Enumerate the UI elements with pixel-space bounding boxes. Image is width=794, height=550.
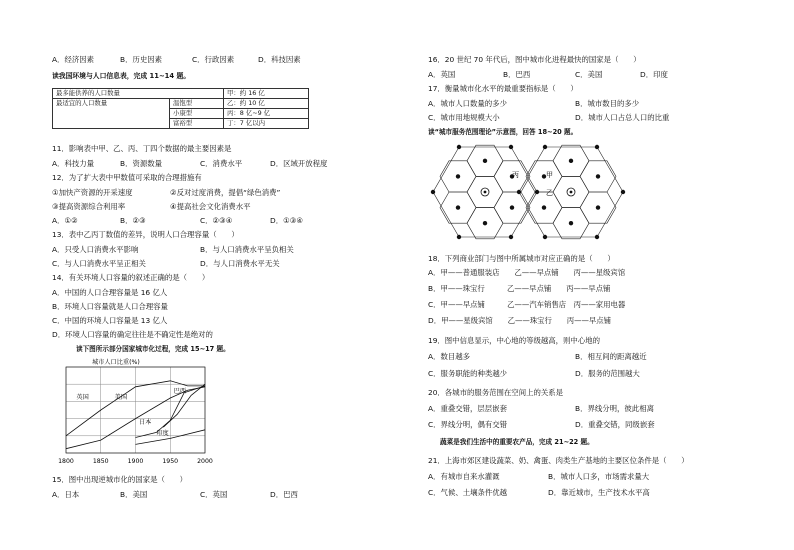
central-place-dot <box>569 221 573 225</box>
series-label: 美国 <box>114 393 128 401</box>
intro-21-22: 蔬菜是我们生活中的重要农产品，完成 21~22 题。 <box>440 438 594 446</box>
central-place-dot <box>457 145 461 149</box>
q18-option-b: B．甲——珠宝行 乙——早点铺 丙——早点铺 <box>428 284 611 293</box>
q15-option-c: C．英国 <box>200 490 228 499</box>
q20-option-c: C．界线分明，偶有交错 <box>428 420 508 429</box>
q19-option-b: B．相互间的距离越近 <box>575 352 647 361</box>
central-place-dot <box>543 145 547 149</box>
series-label: 印度 <box>156 429 169 437</box>
q16-option-b: B．巴西 <box>503 70 531 79</box>
q12-option-c: C．②③④ <box>200 216 233 225</box>
central-place-dot <box>596 205 600 209</box>
central-place-dot <box>535 190 539 194</box>
x-tick-label: 1850 <box>92 458 109 465</box>
q20-stem: 20．各城市的服务范围在空间上的关系是 <box>428 388 564 397</box>
q15-option-a: A．日本 <box>52 490 80 499</box>
q11-option-a: A．科技力量 <box>52 159 95 168</box>
x-tick-label: 2000 <box>197 458 213 465</box>
q11-option-b: B．资源数量 <box>120 159 163 168</box>
central-place-dot <box>509 235 513 239</box>
central-place-dot <box>456 205 460 209</box>
q12-item-3: ③提高资源综合利用率 <box>52 202 126 211</box>
intro-15-17: 读下图所示部分国家城市化过程，完成 15~17 题。 <box>76 345 230 353</box>
q11-option-c: C．消费水平 <box>200 159 243 168</box>
q15-stem: 15．图中出现逆城市化的国家是（ ） <box>52 475 188 484</box>
q10-option-c: C．行政因素 <box>192 55 235 64</box>
population-table <box>52 88 309 129</box>
chart-ylabel: 城市人口比重(%) <box>92 359 140 366</box>
q12-option-a: A．①② <box>52 216 78 225</box>
central-place-dot <box>431 190 435 194</box>
q12-option-d: D．①③④ <box>270 216 303 225</box>
table-r4-value: 丁：7 亿以内 <box>224 119 309 129</box>
central-place-dot <box>621 190 625 194</box>
q14-stem: 14．有关环境人口容量的叙述正确的是（ ） <box>52 273 210 282</box>
central-place-dot <box>569 159 573 163</box>
q11-stem: 11．影响表中甲、乙、丙、丁四个数据的最主要因素是 <box>52 144 232 153</box>
q13-option-d: D．与人口消费水平无关 <box>200 259 280 268</box>
q19-stem: 19．图中信息显示，中心地的等级越高，则中心地的 <box>428 336 601 345</box>
q19-option-c: C．服务职能的种类越少 <box>428 369 508 378</box>
q12-stem: 12．为了扩大表中甲数值可采取的合理措施有 <box>52 173 202 182</box>
q17-option-a: A．城市人口数量的多少 <box>428 99 507 108</box>
central-place-dot <box>510 205 514 209</box>
q14-option-d: D．环境人口容量的确定往往是不确定性是绝对的 <box>52 330 213 339</box>
q20-option-b: B．界线分明，彼此相离 <box>575 404 654 413</box>
q12-item-2: ②反对过度消费，提倡“绿色消费” <box>170 188 281 197</box>
x-tick-label: 1950 <box>162 458 179 465</box>
q19-option-a: A．数目越多 <box>428 352 471 361</box>
q21-stem: 21．上海市郊区建设蔬菜、奶、禽蛋、肉类生产基地的主要区位条件是（ ） <box>428 456 689 465</box>
central-place-diagram <box>428 138 628 246</box>
central-place-dot <box>542 205 546 209</box>
q17-option-b: B．城市数目的多少 <box>575 99 640 108</box>
q11-option-d: D．区域开放程度 <box>270 159 328 168</box>
q17-option-d: D．城市人口占总人口的比重 <box>575 113 670 122</box>
label-jia: 甲 <box>546 171 553 179</box>
q21-option-d: D．靠近城市，生产技术水平高 <box>548 488 650 497</box>
q15-option-b: B．美国 <box>120 490 148 499</box>
q13-stem: 13．表中乙丙丁数值的差异，说明人口合理容量（ ） <box>52 230 239 239</box>
q14-option-a: A．中国的人口合理容量是 16 亿人 <box>52 288 168 297</box>
intro-18-20: 读“城市服务范围理论”示意图，回答 18~20 题。 <box>428 128 578 136</box>
q14-option-c: C．中国的环境人口容量是 13 亿人 <box>52 316 168 325</box>
table-r3-value: 丙：8 亿~9 亿 <box>224 109 309 119</box>
q14-option-b: B．环境人口容量就是人口合理容量 <box>52 302 168 311</box>
q12-option-b: B．②③ <box>120 216 146 225</box>
q21-option-c: C．气候、土壤条件优越 <box>428 488 508 497</box>
q20-option-d: D．重叠交错，同级嵌套 <box>575 420 655 429</box>
central-place-dot <box>457 235 461 239</box>
q12-item-1: ①加快产资源的开采速度 <box>52 188 133 197</box>
x-tick-label: 1900 <box>127 458 144 465</box>
table-r1-value: 甲：约 16 亿 <box>224 89 309 99</box>
urbanization-chart <box>52 355 222 470</box>
table-r3-type: 小康型 <box>170 109 224 119</box>
table-r4-type: 富裕型 <box>170 119 224 129</box>
q18-option-a: A．甲——普通服装店 乙——早点铺 丙——星级宾馆 <box>428 268 626 277</box>
q16-option-c: C．美国 <box>575 70 603 79</box>
central-place-major-core <box>484 191 487 194</box>
q16-option-d: D．印度 <box>640 70 668 79</box>
series-label: 巴西 <box>173 387 187 395</box>
q13-option-a: A．只受人口消费水平影响 <box>52 245 139 254</box>
table-r2-value: 乙：约 10 亿 <box>224 99 309 109</box>
table-r1-label: 最多能供养的人口数量 <box>53 89 224 99</box>
series-label: 日本 <box>138 418 152 426</box>
central-place-dot <box>595 145 599 149</box>
x-tick-label: 1800 <box>58 458 74 465</box>
q21-option-a: A．有城市自来水灌溉 <box>428 472 500 481</box>
q17-stem: 17．衡量城市化水平的最重要指标是（ ） <box>428 84 578 93</box>
q17-option-c: C．城市用地规模大小 <box>428 113 500 122</box>
q13-option-b: B．与人口消费水平呈负相关 <box>200 245 294 254</box>
q20-option-a: A．重叠交错，层层嵌套 <box>428 404 507 413</box>
q18-option-c: C．甲——早点铺 乙——汽车销售店 丙——家用电器 <box>428 300 626 309</box>
q16-stem: 16．20 世纪 70 年代后，图中城市化进程最快的国家是（ ） <box>428 55 641 64</box>
central-place-dot <box>595 235 599 239</box>
central-place-dot <box>483 159 487 163</box>
q18-stem: 18．下列商业部门与图中所属城市对应正确的是（ ） <box>428 254 615 263</box>
table-r2-label: 最适宜的人口数量 <box>53 99 170 129</box>
q19-option-d: D．服务的范围越大 <box>575 369 640 378</box>
central-place-dot <box>517 190 521 194</box>
label-bing: 丙 <box>512 171 519 179</box>
central-place-dot <box>543 235 547 239</box>
q15-option-d: D．巴西 <box>270 490 298 499</box>
q21-option-b: B．城市人口多，市场需求量大 <box>548 472 650 481</box>
central-place-dot <box>483 221 487 225</box>
central-place-dot <box>456 174 460 178</box>
q10-option-b: B．历史因素 <box>120 55 163 64</box>
q12-item-4: ④提高社会文化消费水平 <box>170 202 251 211</box>
q13-option-c: C．与人口消费水平呈正相关 <box>52 259 146 268</box>
q10-option-a: A．经济因素 <box>52 55 95 64</box>
q18-option-d: D．甲——星级宾馆 乙——珠宝行 丙——早点铺 <box>428 316 612 325</box>
label-yi: 乙 <box>546 189 553 197</box>
series-label: 英国 <box>76 393 89 401</box>
central-place-dot <box>509 145 513 149</box>
central-place-major-core <box>570 191 573 194</box>
intro-11-14: 读我国环境与人口信息表，完成 11~14 题。 <box>52 72 191 80</box>
table-r2-type: 温饱型 <box>170 99 224 109</box>
q16-option-a: A．英国 <box>428 70 456 79</box>
central-place-dot <box>596 174 600 178</box>
q10-option-d: D．科技因素 <box>258 55 301 64</box>
